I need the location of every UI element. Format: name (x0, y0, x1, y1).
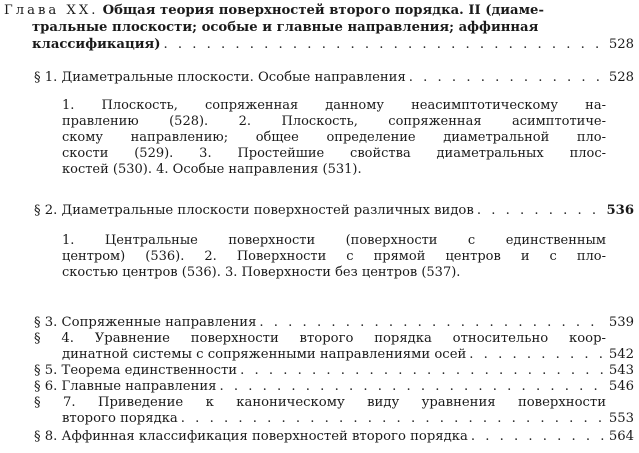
section-5-title: § 5. Теорема единственности (34, 363, 238, 378)
section-1-sub-line: скому направлению; общее определение диаметральной пло- (62, 130, 606, 145)
leader-dots (220, 379, 606, 395)
leader-dots (259, 315, 605, 331)
section-7-title-line2: второго порядка (62, 411, 178, 426)
section-7-row (62, 411, 634, 427)
section-3-row (34, 315, 634, 331)
chapter-heading-line1 (4, 3, 604, 19)
section-1-sub-line: 1. Плоскость, сопряженная данному неасимптотическому на- (62, 98, 606, 113)
section-5-row (34, 363, 634, 379)
chapter-title-line1: Общая теория поверхностей второго порядка. II (диаме- (102, 3, 544, 18)
section-8-page: 564 (608, 429, 634, 444)
section-3-page: 539 (608, 315, 634, 330)
section-2-title: § 2. Диаметральные плоскости поверхностей различных видов (34, 203, 474, 218)
section-4-title-line2: динатной системы с сопряженными направлениями осей (62, 347, 467, 362)
leader-dots (181, 411, 605, 427)
section-1-row (34, 70, 634, 86)
section-6-row (34, 379, 634, 395)
section-4-row (62, 347, 634, 363)
section-2-sub-line: центром) (536). 2. Поверхности с прямой центров и с пло- (62, 249, 606, 264)
leader-dots (163, 37, 605, 53)
section-1-sub-line: правлению (528). 2. Плоскость, сопряженная асимптотиче- (62, 114, 606, 129)
section-4-page: 542 (608, 347, 634, 362)
section-2-row (34, 203, 634, 219)
section-1-title: § 1. Диаметральные плоскости. Особые направления (34, 70, 406, 85)
section-7-title-line1: § 7. Приведение к каноническому виду уравнения поверхности (34, 395, 606, 410)
leader-dots (409, 70, 605, 86)
section-5-page: 543 (608, 363, 634, 378)
section-4-title-line1: § 4. Уравнение поверхности второго порядка относительно коор- (34, 331, 606, 346)
section-2-page: 536 (606, 203, 634, 218)
section-1-page: 528 (608, 70, 634, 85)
section-2-sub-line: 1. Центральные поверхности (поверхности с единственным (62, 233, 606, 248)
leader-dots (471, 429, 605, 445)
leader-dots (477, 203, 604, 219)
section-1-sub-line: костей (530). 4. Особые направления (531). (62, 162, 362, 177)
chapter-title-line3-row (32, 37, 634, 53)
section-2-sub-line: скостью центров (536). 3. Поверхности без центров (537). (62, 265, 461, 280)
section-6-title: § 6. Главные направления (34, 379, 217, 394)
chapter-label: Глава XX. (4, 3, 99, 18)
section-1-sub-line: скости (529). 3. Простейшие свойства диаметральных плос- (62, 146, 606, 161)
section-3-title: § 3. Сопряженные направления (34, 315, 257, 330)
chapter-title-line3: классификация) (32, 37, 161, 52)
leader-dots (240, 363, 605, 379)
section-8-title: § 8. Аффинная классификация поверхностей второго порядка (34, 429, 468, 444)
chapter-title-line2: тральные плоскости; особые и главные направления; аффинная (32, 20, 539, 35)
section-7-page: 553 (608, 411, 634, 426)
chapter-page: 528 (608, 37, 634, 52)
leader-dots (469, 347, 605, 363)
section-8-row (34, 429, 634, 445)
section-6-page: 546 (608, 379, 634, 394)
